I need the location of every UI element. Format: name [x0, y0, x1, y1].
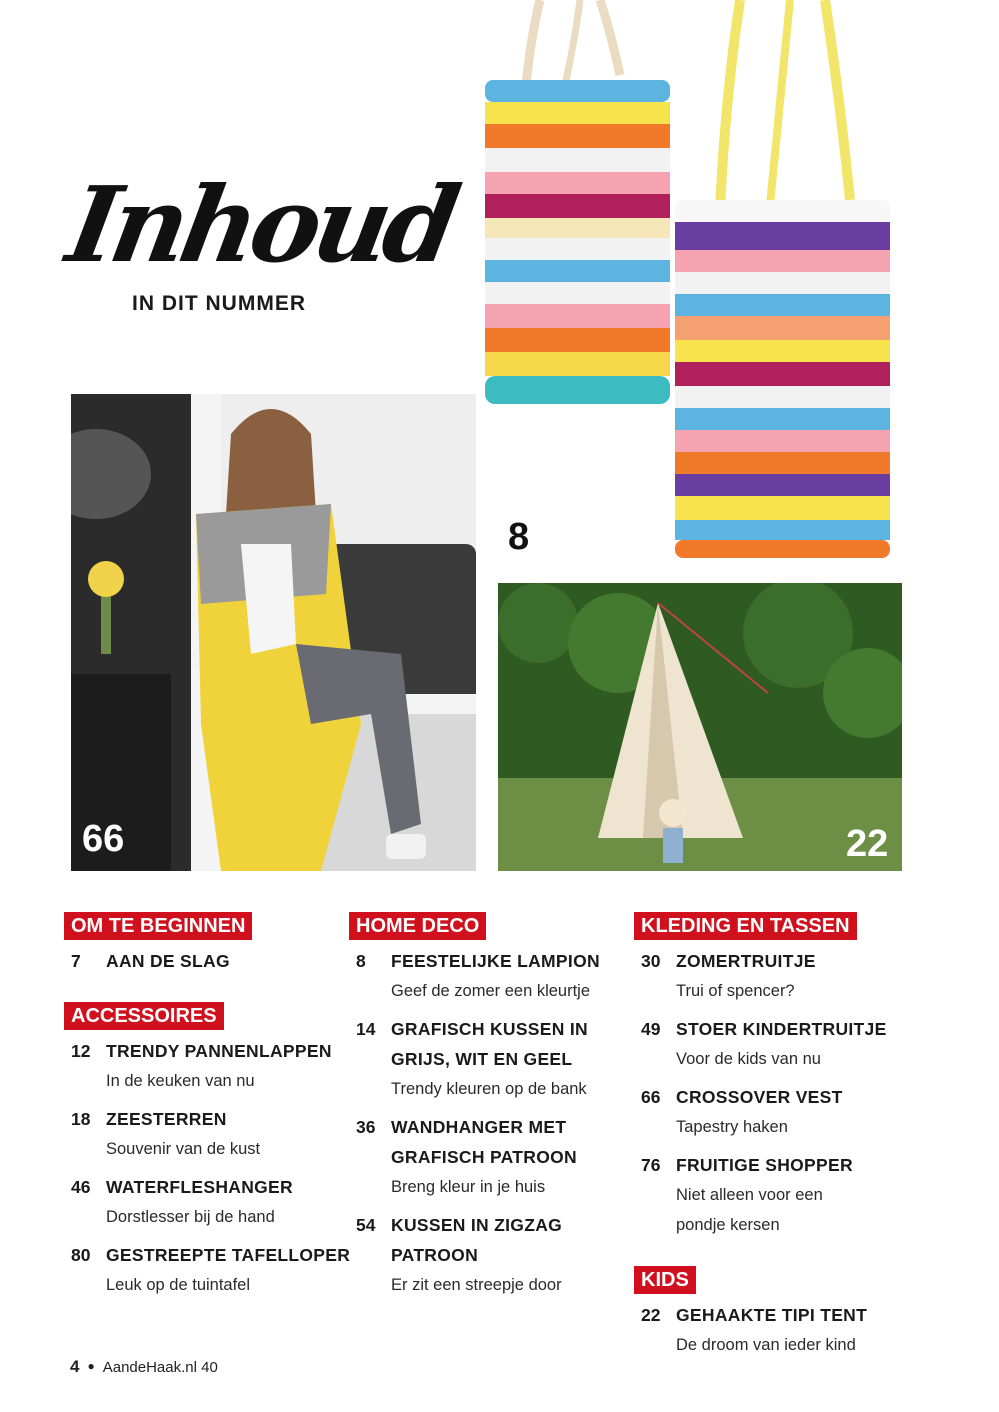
toc-entry-page: 76 — [641, 1155, 661, 1175]
toc-entry-title: STOER KINDERTRUITJE — [676, 1019, 887, 1039]
toc-entry-description: Dorstlesser bij de hand — [106, 1208, 275, 1226]
toc-entry-title: GESTREEPTE TAFELLOPER — [106, 1245, 351, 1265]
photo-page-number-tipi: 22 — [846, 823, 889, 865]
toc-entry-title: GRAFISCH KUSSEN IN GRIJS, WIT EN GEEL — [391, 1019, 588, 1069]
toc-entry-title: GEHAAKTE TIPI TENT — [676, 1305, 868, 1325]
toc-entry-page: 49 — [641, 1019, 661, 1039]
toc-entry-page: 18 — [71, 1109, 91, 1129]
toc-entry[interactable] — [64, 1172, 354, 1232]
toc-entry-description: Trendy kleuren op de bank — [391, 1080, 587, 1098]
photo-page-number-vest: 66 — [82, 818, 125, 860]
page-subtitle: IN DIT NUMMER — [132, 292, 306, 315]
toc-entry[interactable] — [634, 1014, 924, 1074]
toc-entry-description: Souvenir van de kust — [106, 1140, 261, 1158]
section-heading-kleding-en-tassen: KLEDING EN TASSEN — [634, 912, 857, 940]
toc-entry-description: De droom van ieder kind — [676, 1336, 856, 1354]
photo-crossover-vest — [71, 394, 476, 871]
section-heading-accessoires: ACCESSOIRES — [64, 1002, 224, 1030]
toc-entry-page: 8 — [356, 951, 366, 971]
toc-entry-page: 30 — [641, 951, 661, 971]
toc-entry[interactable] — [634, 1150, 924, 1240]
section-heading-kids: KIDS — [634, 1266, 696, 1294]
toc-entry-title: FEESTELIJKE LAMPION — [391, 951, 600, 971]
section-heading-om-te-beginnen: OM TE BEGINNEN — [64, 912, 252, 940]
toc-entry-title: ZOMERTRUITJE — [676, 951, 816, 971]
toc-entry-description: Breng kleur in je huis — [391, 1178, 546, 1196]
toc-entry[interactable] — [64, 1240, 354, 1300]
toc-entry-description: Voor de kids van nu — [676, 1050, 821, 1068]
toc-entry[interactable] — [634, 1082, 924, 1142]
toc-column-2 — [349, 912, 639, 1308]
toc-entry-description: In de keuken van nu — [106, 1072, 255, 1090]
toc-entry-title: AAN DE SLAG — [106, 951, 230, 971]
toc-entry-page: 54 — [356, 1215, 376, 1235]
toc-entry[interactable] — [634, 1300, 924, 1360]
page-footer — [70, 1357, 218, 1377]
toc-entry-page: 7 — [71, 951, 81, 971]
toc-entry-page: 22 — [641, 1305, 661, 1325]
toc-column-1 — [64, 912, 354, 1308]
toc-entry-description: Trui of spencer? — [676, 982, 795, 1000]
page-title: Inhoud — [59, 163, 463, 286]
toc-entry-page: 66 — [641, 1087, 661, 1107]
toc-column-3 — [634, 912, 924, 1368]
photo-page-number-bags: 8 — [508, 516, 530, 558]
toc-entry-title: KUSSEN IN ZIGZAG PATROON — [391, 1215, 563, 1265]
photo-crochet-bags — [470, 0, 900, 565]
footer-page-number: 4 — [70, 1357, 80, 1376]
toc-entry-description: Niet alleen voor een pondje kersen — [676, 1186, 823, 1234]
footer-publication: AandeHaak.nl 40 — [102, 1359, 218, 1376]
toc-entry-title: TRENDY PANNENLAPPEN — [106, 1041, 332, 1061]
toc-entry[interactable] — [64, 946, 354, 976]
toc-entry-page: 36 — [356, 1117, 376, 1137]
toc-entry-page: 46 — [71, 1177, 91, 1197]
toc-entry[interactable] — [349, 1210, 639, 1300]
toc-entry-title: ZEESTERREN — [106, 1109, 227, 1129]
section-heading-home-deco: HOME DECO — [349, 912, 486, 940]
toc-entry-page: 80 — [71, 1245, 91, 1265]
toc-entry[interactable] — [64, 1104, 354, 1164]
toc-entry-title: CROSSOVER VEST — [676, 1087, 843, 1107]
toc-entry-title: WATERFLESHANGER — [106, 1177, 293, 1197]
toc-entry-title: WANDHANGER MET GRAFISCH PATROON — [391, 1117, 577, 1167]
toc-entry[interactable] — [64, 1036, 354, 1096]
toc-entry-description: Tapestry haken — [676, 1118, 788, 1136]
toc-entry[interactable] — [349, 1014, 639, 1104]
toc-entry-description: Er zit een streepje door — [391, 1276, 562, 1294]
toc-entry-description: Leuk op de tuintafel — [106, 1276, 251, 1294]
toc-entry[interactable] — [349, 1112, 639, 1202]
bullet-icon: ● — [87, 1359, 95, 1373]
toc-entry[interactable] — [634, 946, 924, 1006]
toc-entry-page: 14 — [356, 1019, 376, 1039]
photo-tipi-tent — [498, 583, 902, 871]
toc-entry-page: 12 — [71, 1041, 91, 1061]
toc-entry-description: Geef de zomer een kleurtje — [391, 982, 591, 1000]
toc-entry[interactable] — [349, 946, 639, 1006]
toc-entry-title: FRUITIGE SHOPPER — [676, 1155, 853, 1175]
